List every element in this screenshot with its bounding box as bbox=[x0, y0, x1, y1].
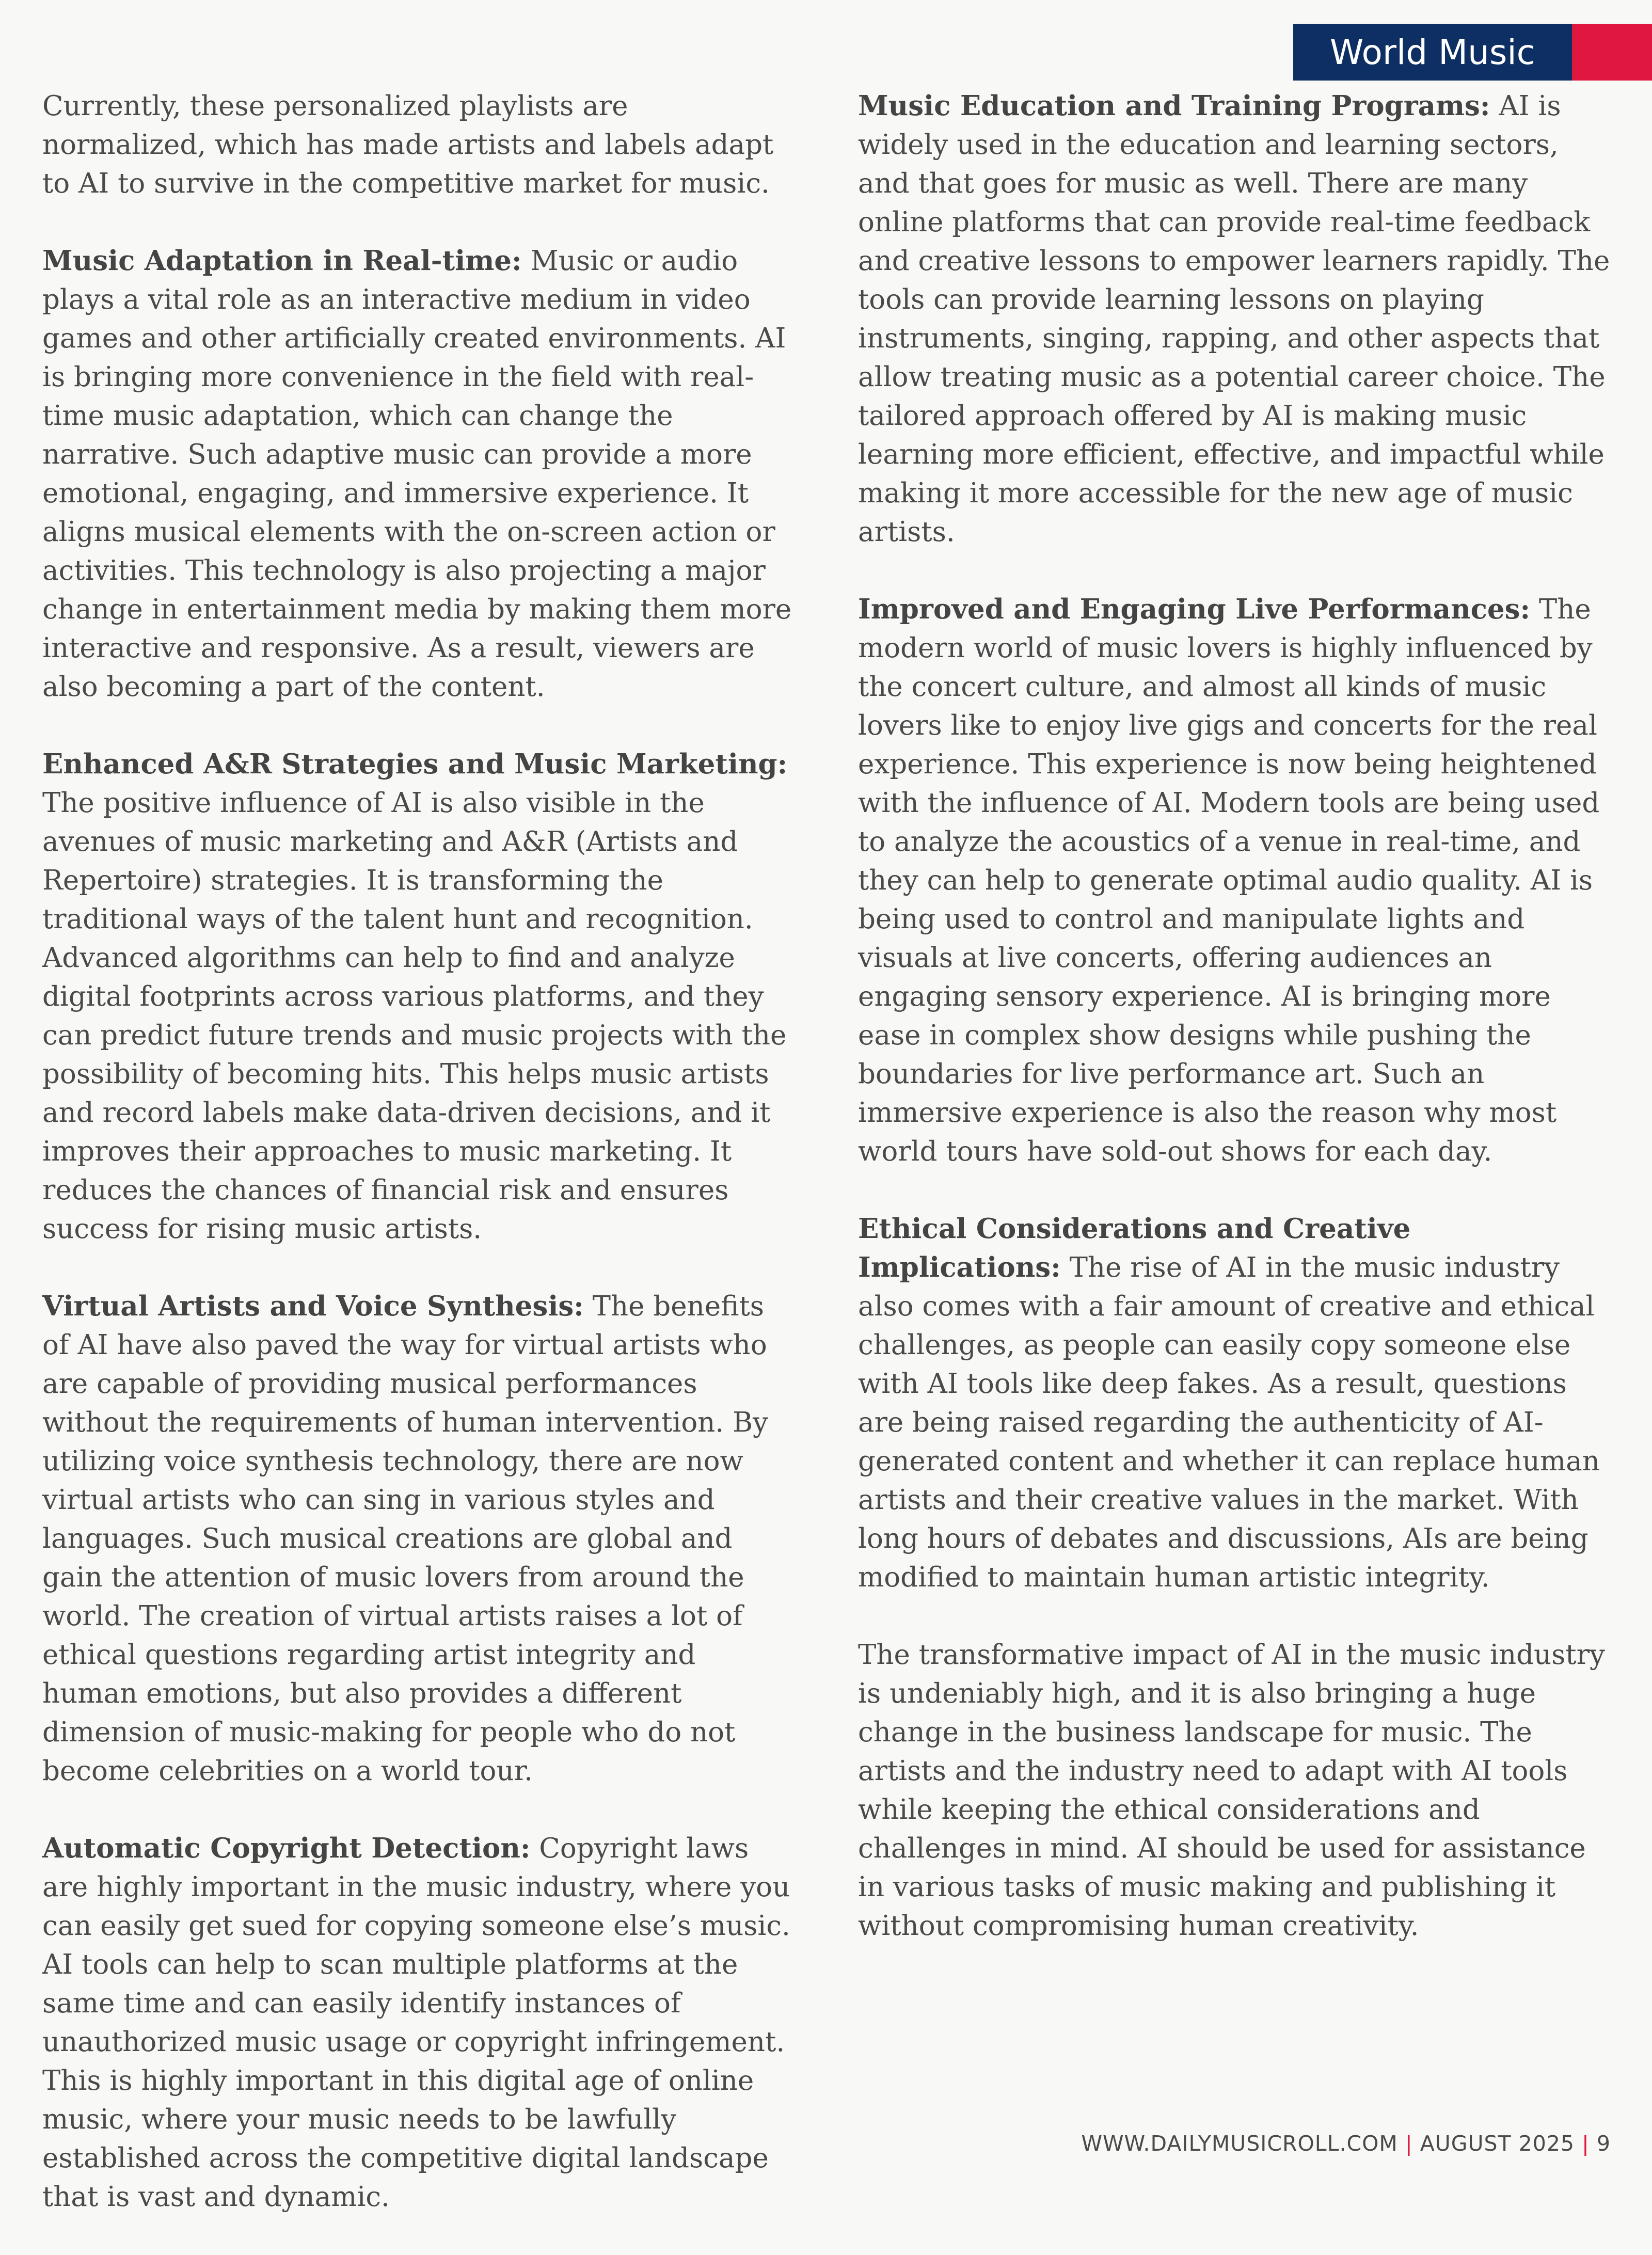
paragraph-heading: Enhanced A&R Strategies and Music Marketing: bbox=[42, 748, 788, 780]
right-column bbox=[858, 87, 1612, 1984]
paragraph-copyright-detection bbox=[42, 1829, 796, 2216]
paragraph-ethical-considerations bbox=[858, 1210, 1612, 1597]
paragraph-conclusion bbox=[858, 1635, 1612, 1945]
paragraph-text: The benefits of AI have also paved the way for virtual artists who are capable of providing musical performances without the requirements of human intervention. By utilizing voice synthesis technology, there are now virtual artists who can sing in various styles and languages. Such musical creations are global and gain the attention of music lovers from around the world. The creation of virtual artists raises a lot of ethical questions regarding artist integrity and human emotions, but also provides a different dimension of music-making for people who do not become celebrities on a world tour. bbox=[42, 1291, 768, 1787]
footer-date: AUGUST 2025 bbox=[1420, 2131, 1575, 2156]
section-badge bbox=[1293, 24, 1652, 81]
section-label: World Music bbox=[1293, 24, 1572, 81]
paragraph-text: Copyright laws are highly important in the music industry, where you can easily get sued for copying someone else’s music. AI tools can help to scan multiple platforms at the same time and can easily identify instances of unauthorized music usage or copyright infringement. This is highly important in this digital age of online music, where your music needs to be lawfully established across the competitive digital landscape that is vast and dynamic. bbox=[42, 1833, 790, 2213]
paragraph-music-education bbox=[858, 87, 1612, 551]
footer-separator: | bbox=[1405, 2131, 1413, 2156]
paragraph-text: Currently, these personalized playlists are normalized, which has made artists and labels adapt to AI to survive in the competitive market for music. bbox=[42, 90, 774, 199]
left-column bbox=[42, 87, 796, 2255]
paragraph-text: The rise of AI in the music industry also comes with a fair amount of creative and ethical challenges, as people can easily copy someone else with AI tools like deep fakes. As a result, questions are being raised regarding the authenticity of AI-generated content and whether it can replace human artists and their creative values in the market. With long hours of debates and discussions, AIs are being modified to maintain human artistic integrity. bbox=[858, 1252, 1600, 1593]
paragraph-live-performances bbox=[858, 590, 1612, 1171]
paragraph-heading: Virtual Artists and Voice Synthesis: bbox=[42, 1290, 584, 1322]
paragraph-text: AI is widely used in the education and learning sectors, and that goes for music as well. There are many online platforms that can provide real-time feedback and creative lessons to empower learners rapidly. The tools can provide learning lessons on playing instruments, singing, rapping, and other aspects that allow treating music as a potential career choice. The tailored approach offered by AI is making music learning more efficient, effective, and impactful while making it more accessible for the new age of music artists. bbox=[858, 90, 1610, 548]
paragraph-text: The transformative impact of AI in the music industry is undeniably high, and it is also bringing a huge change in the business landscape for music. The artists and the industry need to adapt with AI tools while keeping the ethical considerations and challenges in mind. AI should be used for assistance in various tasks of music making and publishing it without compromising human creativity. bbox=[858, 1639, 1605, 1942]
paragraph-text: Music or audio plays a vital role as an interactive medium in video games and other artificially created environments. AI is bringing more convenience in the field with real-time music adaptation, which can change the narrative. Such adaptive music can provide a more emotional, engaging, and immersive experience. It aligns musical elements with the on-screen action or activities. This technology is also projecting a major change in entertainment media by making them more interactive and responsive. As a result, viewers are also becoming a part of the content. bbox=[42, 245, 792, 703]
section-accent-block bbox=[1572, 24, 1652, 81]
paragraph-intro bbox=[42, 87, 796, 203]
paragraph-text: The modern world of music lovers is highly influenced by the concert culture, and almost all kinds of music lovers like to enjoy live gigs and concerts for the real experience. This experience is now being heightened with the influence of AI. Modern tools are being used to analyze the acoustics of a venue in real-time, and they can help to generate optimal audio quality. AI is being used to control and manipulate lights and visuals at live concerts, offering audiences an engaging sensory experience. AI is bringing more ease in complex show designs while pushing the boundaries for live performance art. Such an immersive experience is also the reason why most world tours have sold-out shows for each day. bbox=[858, 594, 1600, 1167]
paragraph-heading: Improved and Engaging Live Performances: bbox=[858, 593, 1531, 625]
paragraph-text: The positive influence of AI is also visible in the avenues of music marketing and A&R (Artists and Repertoire) strategies. It is transforming the traditional ways of the talent hunt and recognition. Advanced algorithms can help to find and analyze digital footprints across various platforms, and they can predict future trends and music projects with the possibility of becoming hits. This helps music artists and record labels make data-driven decisions, and it improves their approaches to music marketing. It reduces the chances of financial risk and ensures success for rising music artists. bbox=[42, 787, 787, 1245]
paragraph-heading: Music Education and Training Programs: bbox=[858, 90, 1490, 122]
footer-separator: | bbox=[1582, 2131, 1590, 2156]
page-footer bbox=[1082, 2131, 1611, 2156]
paragraph-virtual-artists bbox=[42, 1287, 796, 1790]
paragraph-heading: Automatic Copyright Detection: bbox=[42, 1832, 531, 1864]
paragraph-ar-strategies bbox=[42, 745, 796, 1248]
paragraph-music-adaptation bbox=[42, 242, 796, 706]
paragraph-heading: Ethical Considerations and Creative Implications: bbox=[858, 1213, 1411, 1283]
page-number: 9 bbox=[1596, 2131, 1611, 2156]
paragraph-heading: Music Adaptation in Real-time: bbox=[42, 245, 522, 277]
footer-website: WWW.DAILYMUSICROLL.COM bbox=[1081, 2131, 1398, 2156]
